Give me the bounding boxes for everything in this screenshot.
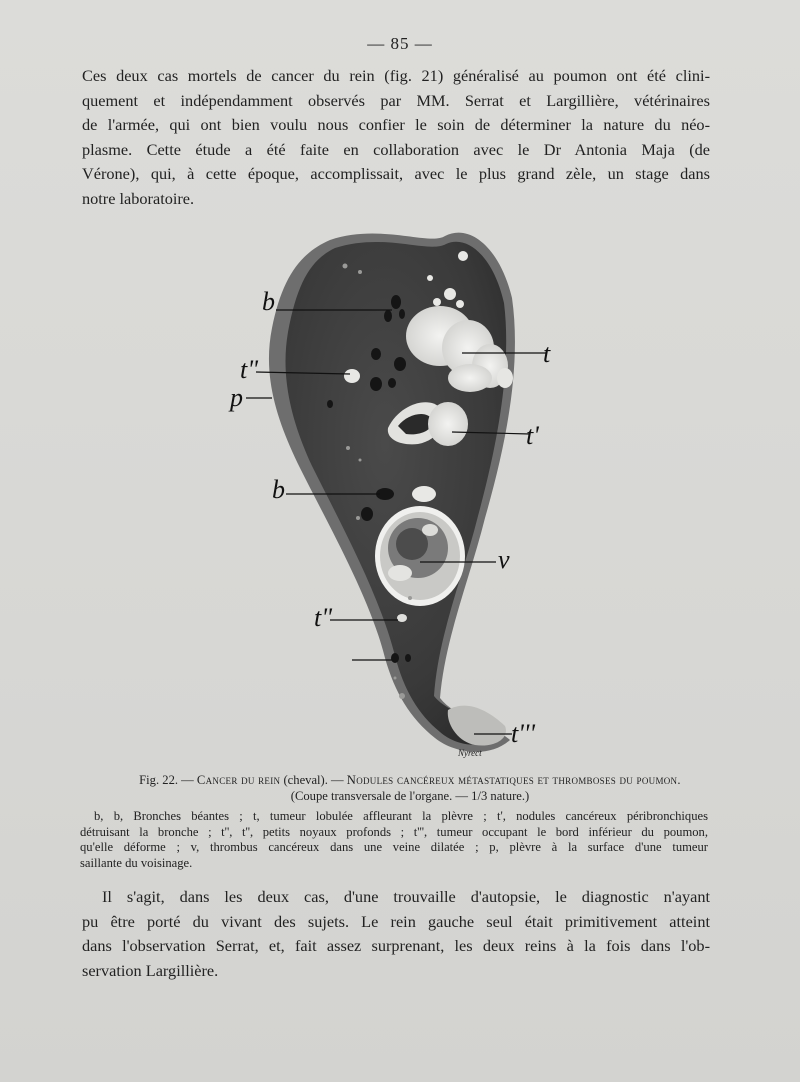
label-t-prime: t' xyxy=(526,421,539,450)
small-nodule xyxy=(344,369,360,383)
paragraph-line: Ces deux cas mortels de cancer du rein (fig. 21) généralisé au poumon ont été clini- xyxy=(82,66,710,85)
paragraph-line: Il s'agit, dans les deux cas, d'une trouvaille d'autopsie, le diagnostic n'ayant xyxy=(102,887,710,906)
label-b-top: b xyxy=(262,287,275,316)
figure-caption xyxy=(100,772,720,804)
lung-section-illustration xyxy=(0,218,800,768)
artist-signature: Nyrect xyxy=(458,748,482,758)
legend-line: détruisant la bronche ; t'', t'', petits noyaux profonds ; t''', tumeur occupant le bord inférieur du poumon, xyxy=(80,824,708,839)
caption-title-part1: Cancer du rein xyxy=(196,773,281,787)
label-t-double-upper: t" xyxy=(240,355,259,384)
label-b-lower: b xyxy=(272,475,285,504)
caption-subtitle: (Coupe transversale de l'organe. — 1/3 nature.) xyxy=(290,789,530,803)
top-paragraph xyxy=(82,64,710,212)
label-t-triple: t''' xyxy=(511,719,535,748)
paragraph-line: plasme. Cette étude a été faite en collaboration avec le Dr Antonia Maja (de xyxy=(82,139,710,159)
paragraph-line: de l'armée, qui ont bien voulu nous confier le soin de déterminer la nature du néo- xyxy=(82,115,710,135)
paragraph-line: notre laboratoire. xyxy=(82,188,195,208)
paragraph-line: servation Largillière. xyxy=(82,960,219,980)
caption-title: Fig. 22. — Cancer du rein (cheval). — Nodules cancéreux métastatiques et thromboses du poumon. xyxy=(139,773,681,787)
legend-line: qu'elle déforme ; v, thrombus cancéreux dans une veine dilatée ; p, plèvre à la surface d'une tumeur xyxy=(80,840,708,854)
label-v: v xyxy=(498,545,510,574)
caption-title-part3: Nodules cancéreux métastatiques et thromboses du poumon. xyxy=(346,773,681,787)
small-nodule xyxy=(397,614,407,622)
legend-line: saillante du voisinage. xyxy=(80,855,193,870)
legend-line: b, b, Bronches béantes ; t, tumeur lobulée affleurant la plèvre ; t', nodules cancéreux péribronchiques xyxy=(94,809,708,823)
bottom-paragraph xyxy=(82,885,710,983)
figure-label: Fig. 22. xyxy=(139,773,179,787)
caption-title-part2: (cheval). xyxy=(283,773,328,787)
label-t: t xyxy=(543,339,551,368)
page-number: — 85 — xyxy=(367,34,433,53)
paragraph-line: dans l'observation Serrat, et, fait assez surprenant, les deux reins à la fois dans l'ob- xyxy=(82,936,710,956)
paragraph-line: pu être porté du vivant des sujets. Le rein gauche seul était primitivement atteint xyxy=(82,911,710,931)
paragraph-line: quement et indépendamment observés par MM. Serrat et Largillière, vétérinaires xyxy=(82,90,710,110)
label-p: p xyxy=(230,383,243,412)
figure-legend xyxy=(80,809,708,871)
label-t-double-lower: t" xyxy=(314,603,333,632)
paragraph-line: Vérone), qui, à cette époque, accomplissait, avec le plus grand zèle, un stage dans xyxy=(82,164,710,184)
